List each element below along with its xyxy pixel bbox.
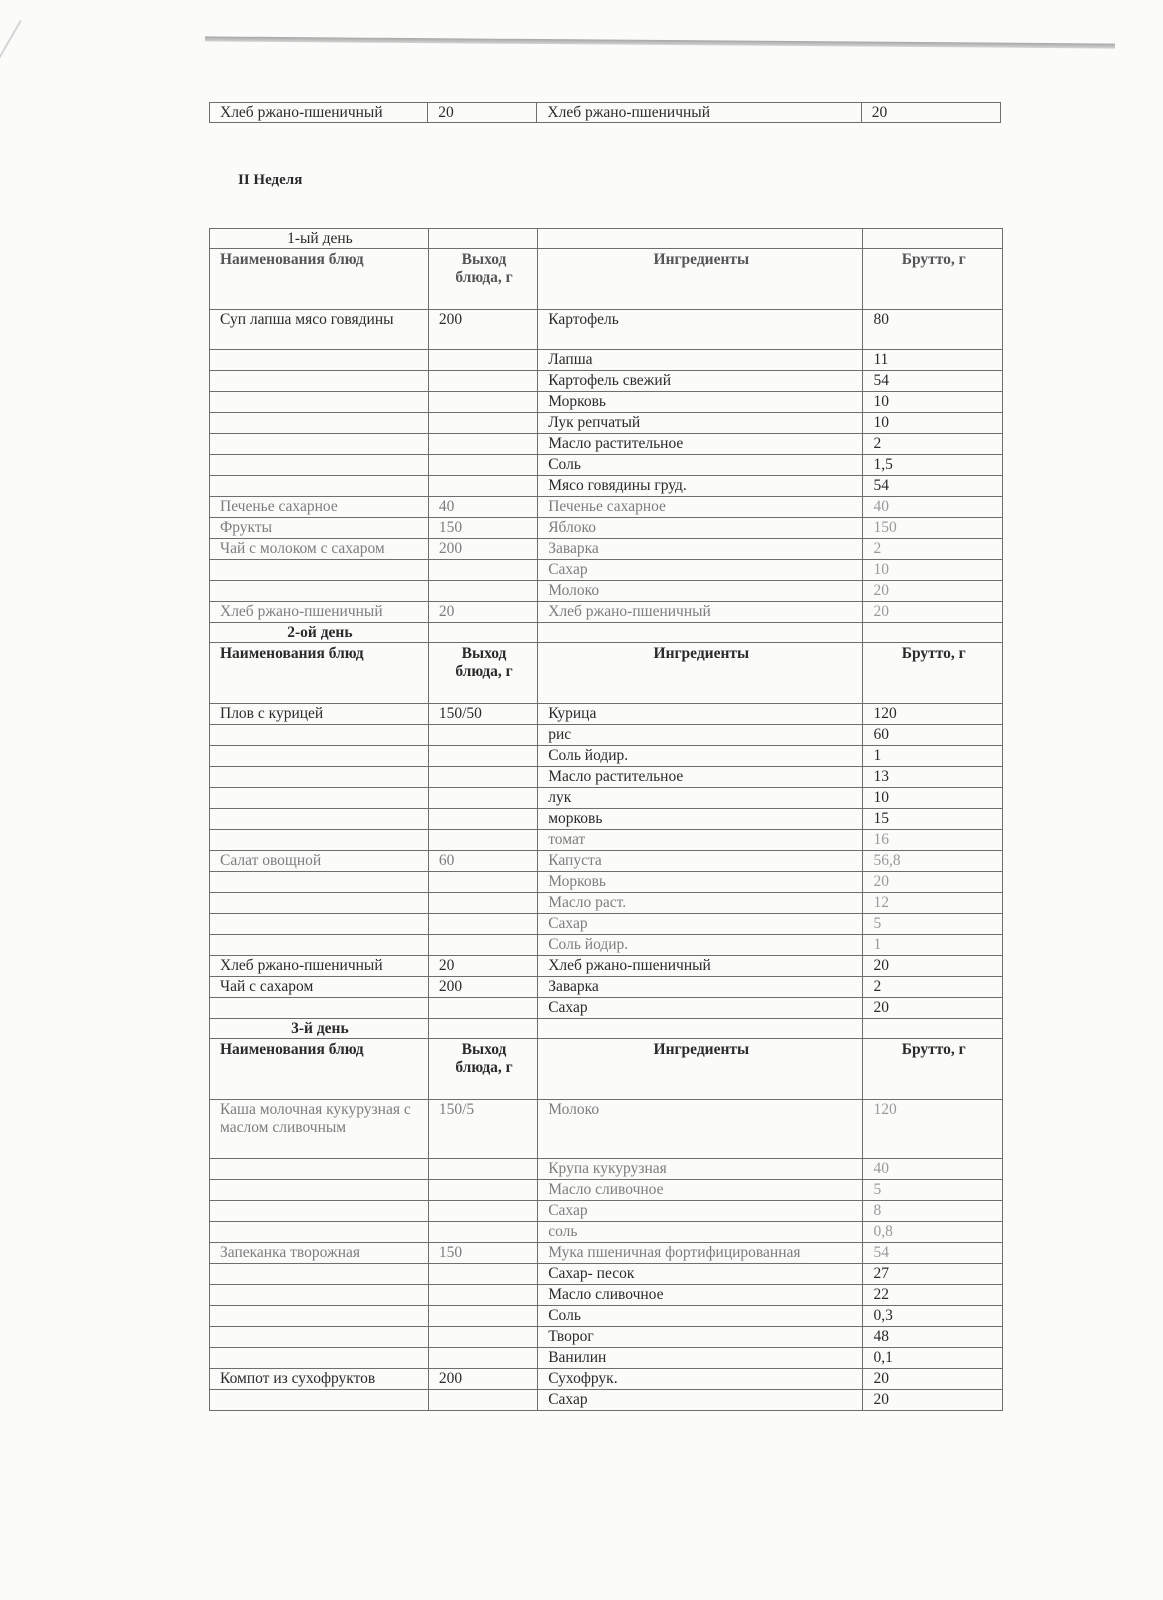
table-row — [210, 392, 1003, 413]
yield-cell — [428, 392, 537, 413]
empty-cell — [428, 229, 537, 249]
dish-cell — [210, 1222, 429, 1243]
gross-cell: 40 — [863, 497, 1003, 518]
empty-cell — [863, 623, 1003, 643]
dish-cell — [210, 914, 429, 935]
dish-cell: Запеканка творожная — [210, 1243, 429, 1264]
dish-cell — [210, 893, 429, 914]
table-row — [210, 935, 1003, 956]
dish-cell — [210, 560, 429, 581]
dish-cell: Фрукты — [210, 518, 429, 539]
gross-cell: 10 — [863, 413, 1003, 434]
yield-cell: 20 — [428, 602, 537, 623]
yield-cell — [428, 1264, 537, 1285]
gross-cell: 20 — [861, 103, 1000, 123]
gross-cell: 16 — [863, 830, 1003, 851]
gross-cell: 5 — [863, 914, 1003, 935]
dish-cell — [210, 998, 429, 1019]
yield-cell — [428, 1327, 537, 1348]
yield-cell — [428, 1306, 537, 1327]
table-row — [210, 455, 1003, 476]
table-row — [210, 1159, 1003, 1180]
yield-cell — [428, 371, 537, 392]
ingredient-cell: Соль йодир. — [538, 935, 863, 956]
dish-cell — [210, 392, 429, 413]
ingredient-cell: Сахар — [538, 560, 863, 581]
ingredient-cell: Сахар — [538, 1201, 863, 1222]
empty-cell — [538, 623, 863, 643]
ingredient-cell: Хлеб ржано-пшеничный — [538, 956, 863, 977]
table-row — [210, 350, 1003, 371]
yield-cell: 20 — [428, 956, 537, 977]
dish-cell — [210, 350, 429, 371]
header-row — [210, 1039, 1003, 1100]
table-row — [210, 893, 1003, 914]
dish-cell — [210, 581, 429, 602]
dish-cell — [210, 1390, 429, 1411]
table-row — [210, 956, 1003, 977]
gross-cell: 1 — [863, 746, 1003, 767]
header-ingredients: Ингредиенты — [538, 249, 863, 310]
ingredient-cell: Сахар- песок — [538, 1264, 863, 1285]
dish-cell: Каша молочная кукурузная с маслом сливочным — [210, 1100, 429, 1159]
gross-cell: 20 — [863, 1390, 1003, 1411]
dish-cell: Компот из сухофруктов — [210, 1369, 429, 1390]
dish-cell: Чай с сахаром — [210, 977, 429, 998]
yield-cell — [428, 1222, 537, 1243]
dish-cell — [210, 935, 429, 956]
day-title-row — [210, 229, 1003, 249]
dish-cell: Салат овощной — [210, 851, 429, 872]
table-row — [210, 371, 1003, 392]
dish-cell — [210, 434, 429, 455]
yield-cell — [428, 788, 537, 809]
gross-cell: 48 — [863, 1327, 1003, 1348]
gross-cell: 0,3 — [863, 1306, 1003, 1327]
table-row — [210, 1306, 1003, 1327]
table-row — [210, 1327, 1003, 1348]
ingredient-cell: Ванилин — [538, 1348, 863, 1369]
yield-cell: 40 — [428, 497, 537, 518]
table-row — [210, 539, 1003, 560]
table-row — [210, 809, 1003, 830]
dish-cell: Печенье сахарное — [210, 497, 429, 518]
day-title: 3-й день — [210, 1019, 429, 1039]
table-row — [210, 1285, 1003, 1306]
ingredient-cell: Масло растительное — [538, 434, 863, 455]
ingredient-cell: Сахар — [538, 1390, 863, 1411]
gross-cell: 54 — [863, 1243, 1003, 1264]
table-row — [210, 1264, 1003, 1285]
dish-cell — [210, 725, 429, 746]
ingredient-cell: лук — [538, 788, 863, 809]
yield-cell: 200 — [428, 310, 537, 350]
ingredient-cell: Картофель свежий — [538, 371, 863, 392]
gross-cell: 20 — [863, 872, 1003, 893]
dish-cell: Чай с молоком с сахаром — [210, 539, 429, 560]
gross-cell: 5 — [863, 1180, 1003, 1201]
ingredient-cell: Молоко — [538, 581, 863, 602]
dish-cell — [210, 1201, 429, 1222]
yield-cell — [428, 809, 537, 830]
yield-cell — [428, 746, 537, 767]
dish-cell — [210, 767, 429, 788]
dish-cell — [210, 872, 429, 893]
ingredient-cell: Соль — [538, 455, 863, 476]
yield-cell — [428, 893, 537, 914]
yield-cell — [428, 1390, 537, 1411]
header-dish: Наименования блюд — [210, 643, 429, 704]
dish-cell — [210, 809, 429, 830]
gross-cell: 20 — [863, 1369, 1003, 1390]
table-row — [210, 581, 1003, 602]
ingredient-cell: Капуста — [538, 851, 863, 872]
dish-cell — [210, 746, 429, 767]
gross-cell: 22 — [863, 1285, 1003, 1306]
table-row — [210, 746, 1003, 767]
gross-cell: 20 — [863, 956, 1003, 977]
ingredient-cell: морковь — [538, 809, 863, 830]
day-title: 1-ый день — [210, 229, 429, 249]
ingredient-cell: Сахар — [538, 914, 863, 935]
table-row — [210, 103, 1001, 123]
gross-cell: 0,1 — [863, 1348, 1003, 1369]
table-row — [210, 1180, 1003, 1201]
table-row — [210, 497, 1003, 518]
header-dish: Наименования блюд — [210, 1039, 429, 1100]
scan-edge-shadow — [205, 36, 1115, 48]
yield-cell — [428, 914, 537, 935]
table-row — [210, 872, 1003, 893]
ingredient-cell: Печенье сахарное — [538, 497, 863, 518]
yield-cell — [428, 413, 537, 434]
header-ingredients: Ингредиенты — [538, 643, 863, 704]
empty-cell — [863, 1019, 1003, 1039]
yield-cell — [428, 350, 537, 371]
dish-cell: Суп лапша мясо говядины — [210, 310, 429, 350]
ingredient-cell: Лук репчатый — [538, 413, 863, 434]
gross-cell: 0,8 — [863, 1222, 1003, 1243]
dish-cell: Хлеб ржано-пшеничный — [210, 602, 429, 623]
yield-cell — [428, 830, 537, 851]
dish-cell — [210, 371, 429, 392]
ingredient-cell: рис — [538, 725, 863, 746]
table-row — [210, 830, 1003, 851]
yield-cell — [428, 998, 537, 1019]
header-yield: Выход блюда, г — [428, 249, 537, 310]
yield-cell — [428, 767, 537, 788]
ingredient-cell: Сухофрук. — [538, 1369, 863, 1390]
ingredient-cell: Мука пшеничная фортифицированная — [538, 1243, 863, 1264]
dish-cell — [210, 1159, 429, 1180]
gross-cell: 20 — [863, 581, 1003, 602]
table-row — [210, 704, 1003, 725]
header-yield: Выход блюда, г — [428, 1039, 537, 1100]
table-row — [210, 1390, 1003, 1411]
day-title-row — [210, 623, 1003, 643]
gross-cell: 20 — [863, 998, 1003, 1019]
ingredient-cell: Морковь — [538, 872, 863, 893]
table-row — [210, 767, 1003, 788]
yield-cell — [428, 434, 537, 455]
menu-table — [209, 228, 1003, 1411]
yield-cell: 150/5 — [428, 1100, 537, 1159]
ingredient-cell: Крупа кукурузная — [538, 1159, 863, 1180]
ingredient-cell: Заварка — [538, 977, 863, 998]
empty-cell — [538, 229, 863, 249]
table-row — [210, 914, 1003, 935]
ingredient-cell: Мясо говядины груд. — [538, 476, 863, 497]
day-title-row — [210, 1019, 1003, 1039]
header-gross: Брутто, г — [863, 643, 1003, 704]
table-row — [210, 476, 1003, 497]
header-ingredients: Ингредиенты — [538, 1039, 863, 1100]
gross-cell: 150 — [863, 518, 1003, 539]
table-row — [210, 1369, 1003, 1390]
yield-cell — [428, 1159, 537, 1180]
yield-cell — [428, 725, 537, 746]
yield-cell: 150 — [428, 518, 537, 539]
dish-cell — [210, 1348, 429, 1369]
table-row — [210, 788, 1003, 809]
dish-cell: Плов с курицей — [210, 704, 429, 725]
gross-cell: 120 — [863, 704, 1003, 725]
yield-cell — [428, 1201, 537, 1222]
empty-cell — [538, 1019, 863, 1039]
gross-cell: 40 — [863, 1159, 1003, 1180]
gross-cell: 1,5 — [863, 455, 1003, 476]
ingredient-cell: Хлеб ржано-пшеничный — [537, 103, 861, 123]
dish-cell — [210, 830, 429, 851]
ingredient-cell: Соль — [538, 1306, 863, 1327]
table-row — [210, 1243, 1003, 1264]
table-row — [210, 310, 1003, 350]
ingredient-cell: Творог — [538, 1327, 863, 1348]
yield-cell: 200 — [428, 539, 537, 560]
table-row — [210, 1348, 1003, 1369]
dish-cell — [210, 1306, 429, 1327]
yield-cell: 20 — [428, 103, 537, 123]
gross-cell: 12 — [863, 893, 1003, 914]
ingredient-cell: Курица — [538, 704, 863, 725]
ingredient-cell: Сахар — [538, 998, 863, 1019]
ingredient-cell: Хлеб ржано-пшеничный — [538, 602, 863, 623]
ingredient-cell: Картофель — [538, 310, 863, 350]
gross-cell: 10 — [863, 788, 1003, 809]
yield-cell — [428, 1348, 537, 1369]
ingredient-cell: Соль йодир. — [538, 746, 863, 767]
gross-cell: 54 — [863, 476, 1003, 497]
empty-cell — [863, 229, 1003, 249]
header-gross: Брутто, г — [863, 249, 1003, 310]
header-yield: Выход блюда, г — [428, 643, 537, 704]
table-row — [210, 560, 1003, 581]
yield-cell — [428, 560, 537, 581]
header-gross: Брутто, г — [863, 1039, 1003, 1100]
gross-cell: 10 — [863, 392, 1003, 413]
dish-cell — [210, 476, 429, 497]
ingredient-cell: томат — [538, 830, 863, 851]
ingredient-cell: Масло сливочное — [538, 1285, 863, 1306]
yield-cell: 200 — [428, 977, 537, 998]
dish-cell — [210, 788, 429, 809]
yield-cell — [428, 872, 537, 893]
empty-cell — [428, 1019, 537, 1039]
gross-cell: 120 — [863, 1100, 1003, 1159]
week-title: II Неделя — [238, 172, 303, 188]
yield-cell: 200 — [428, 1369, 537, 1390]
ingredient-cell: Заварка — [538, 539, 863, 560]
empty-cell — [428, 623, 537, 643]
gross-cell: 10 — [863, 560, 1003, 581]
table-row — [210, 725, 1003, 746]
gross-cell: 20 — [863, 602, 1003, 623]
gross-cell: 60 — [863, 725, 1003, 746]
table-row — [210, 413, 1003, 434]
gross-cell: 56,8 — [863, 851, 1003, 872]
yield-cell — [428, 935, 537, 956]
gross-cell: 54 — [863, 371, 1003, 392]
dish-cell — [210, 1285, 429, 1306]
table-row — [210, 1100, 1003, 1159]
dish-cell — [210, 1180, 429, 1201]
header-row — [210, 249, 1003, 310]
ingredient-cell: соль — [538, 1222, 863, 1243]
table-row — [210, 602, 1003, 623]
yield-cell — [428, 581, 537, 602]
dish-cell — [210, 455, 429, 476]
gross-cell: 2 — [863, 977, 1003, 998]
dish-cell — [210, 1264, 429, 1285]
ingredient-cell: Лапша — [538, 350, 863, 371]
ingredient-cell: Масло растительное — [538, 767, 863, 788]
ingredient-cell: Яблоко — [538, 518, 863, 539]
gross-cell: 2 — [863, 434, 1003, 455]
gross-cell: 1 — [863, 935, 1003, 956]
yield-cell: 150 — [428, 1243, 537, 1264]
gross-cell: 27 — [863, 1264, 1003, 1285]
yield-cell: 60 — [428, 851, 537, 872]
table-row — [210, 518, 1003, 539]
table-row — [210, 434, 1003, 455]
gross-cell: 13 — [863, 767, 1003, 788]
table-row — [210, 1201, 1003, 1222]
gross-cell: 80 — [863, 310, 1003, 350]
table-row — [210, 998, 1003, 1019]
yield-cell — [428, 1180, 537, 1201]
gross-cell: 2 — [863, 539, 1003, 560]
ingredient-cell: Масло сливочное — [538, 1180, 863, 1201]
dish-cell: Хлеб ржано-пшеничный — [210, 956, 429, 977]
yield-cell: 150/50 — [428, 704, 537, 725]
ingredient-cell: Молоко — [538, 1100, 863, 1159]
dish-cell: Хлеб ржано-пшеничный — [210, 103, 428, 123]
table-row — [210, 851, 1003, 872]
yield-cell — [428, 455, 537, 476]
day-title: 2-ой день — [210, 623, 429, 643]
header-dish: Наименования блюд — [210, 249, 429, 310]
gross-cell: 11 — [863, 350, 1003, 371]
table-row — [210, 977, 1003, 998]
scan-fold-line — [0, 20, 22, 194]
continuation-table — [209, 102, 1001, 123]
header-row — [210, 643, 1003, 704]
ingredient-cell: Морковь — [538, 392, 863, 413]
ingredient-cell: Масло раст. — [538, 893, 863, 914]
gross-cell: 15 — [863, 809, 1003, 830]
dish-cell — [210, 1327, 429, 1348]
yield-cell — [428, 476, 537, 497]
dish-cell — [210, 413, 429, 434]
gross-cell: 8 — [863, 1201, 1003, 1222]
yield-cell — [428, 1285, 537, 1306]
table-row — [210, 1222, 1003, 1243]
